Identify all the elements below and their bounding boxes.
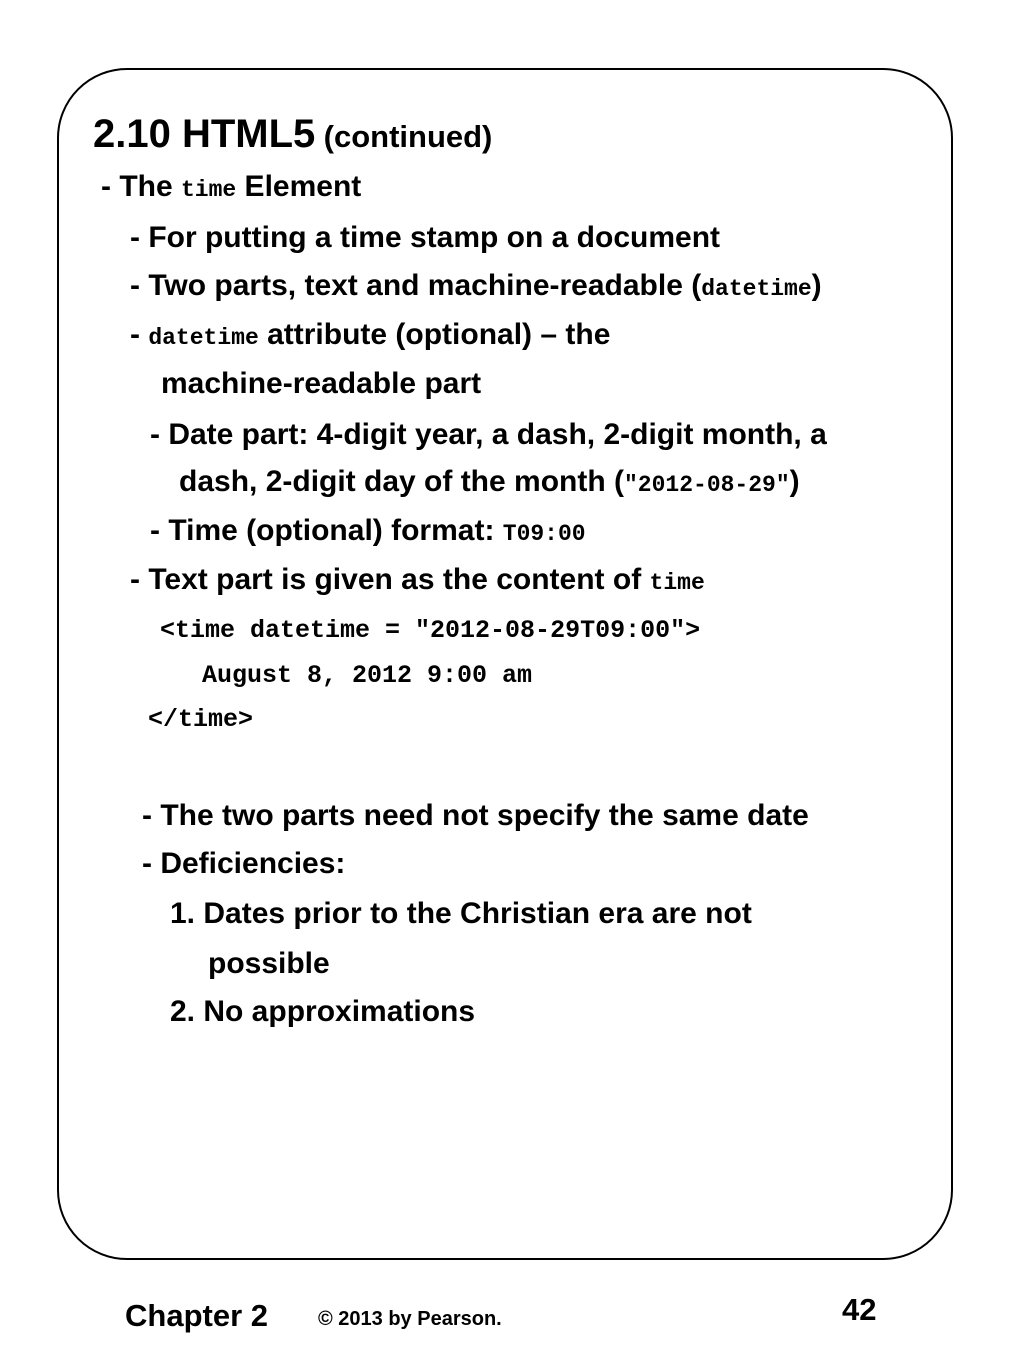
bullet-purpose: - For putting a time stamp on a document xyxy=(130,221,721,254)
bullet-datetime-cont: machine-readable part xyxy=(161,367,482,400)
bullet-time-format-code: T09:00 xyxy=(502,521,586,547)
code-line-close-tag: </time> xyxy=(148,705,254,734)
heading-code: time xyxy=(181,177,237,203)
bullet-datetime-prefix: - xyxy=(130,318,149,351)
bullet-time-format-text: - Time (optional) format: xyxy=(150,514,503,547)
slide-title xyxy=(93,114,492,154)
bullet-datetime-attr xyxy=(130,320,610,350)
bullet-date-part-code: ″2012-08-29″ xyxy=(624,472,790,498)
heading-prefix: - The xyxy=(101,170,181,203)
bullet-date-part: - Date part: 4-digit year, a dash, 2-digit month, a xyxy=(150,418,827,451)
deficiency-1: 1. Dates prior to the Christian era are not xyxy=(170,897,752,930)
code-line-content: August 8, 2012 9:00 am xyxy=(202,661,533,690)
bullet-time-format xyxy=(150,516,586,546)
title-main: 2.10 HTML5 xyxy=(93,112,316,156)
bullet-text-part-code: time xyxy=(649,570,705,596)
bullet-date-part-cont-text: dash, 2-digit day of the month ( xyxy=(179,465,624,498)
code-line-open-tag: <time datetime = ″2012-08-29T09:00″> xyxy=(160,616,701,645)
deficiency-1-cont: possible xyxy=(208,947,330,980)
bullet-text-part xyxy=(130,565,705,595)
title-sub: (continued) xyxy=(323,119,493,154)
deficiency-2: 2. No approximations xyxy=(170,995,476,1028)
bullet-two-parts-text: - Two parts, text and machine-readable ( xyxy=(130,269,702,302)
bullet-two-parts-close: ) xyxy=(811,269,822,302)
footer-page-number: 42 xyxy=(842,1292,877,1327)
bullet-text-part-text: - Text part is given as the content of xyxy=(130,563,650,596)
bullet-two-parts xyxy=(130,271,822,301)
bullet-datetime-text: attribute (optional) – the xyxy=(258,318,611,351)
footer-copyright: © 2013 by Pearson. xyxy=(318,1308,502,1330)
note-same-date: - The two parts need not specify the same date xyxy=(142,799,809,832)
section-heading xyxy=(101,172,361,202)
bullet-two-parts-code: datetime xyxy=(701,276,812,302)
note-deficiencies: - Deficiencies: xyxy=(142,847,346,880)
bullet-date-part-cont xyxy=(179,467,800,497)
footer-chapter: Chapter 2 xyxy=(125,1298,268,1333)
heading-suffix: Element xyxy=(236,170,362,203)
bullet-datetime-code: datetime xyxy=(148,325,259,351)
bullet-date-part-close: ) xyxy=(789,465,800,498)
